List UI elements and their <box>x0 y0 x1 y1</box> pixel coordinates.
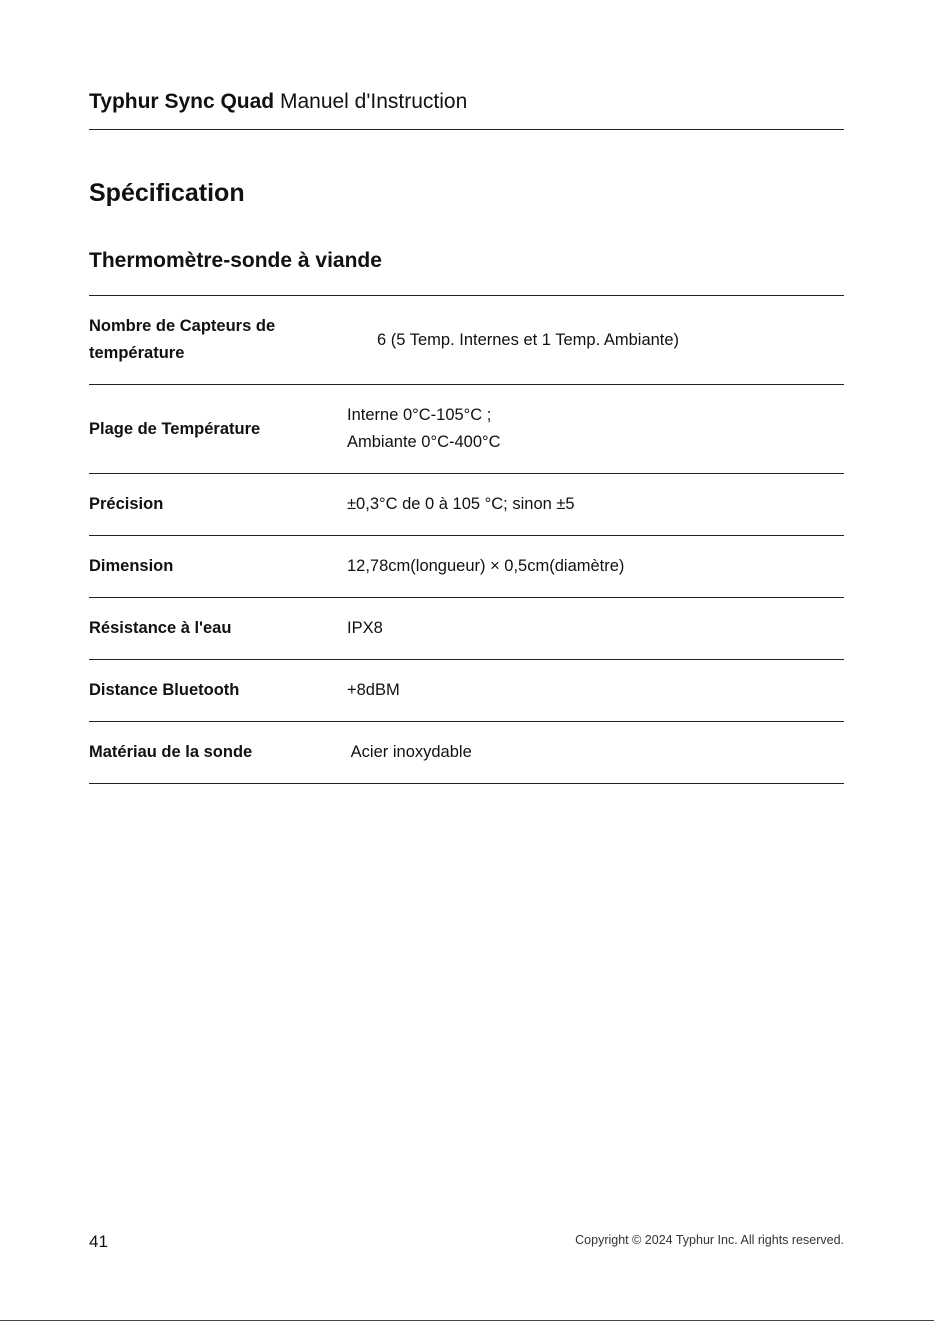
spec-value <box>347 402 844 456</box>
spec-row-precision <box>89 474 844 536</box>
spec-row-bluetooth <box>89 660 844 722</box>
spec-label: Distance Bluetooth <box>89 681 240 699</box>
spec-value: 12,78cm(longueur) × 0,5cm(diamètre) <box>347 557 625 575</box>
spec-row-dimension <box>89 536 844 598</box>
page-number: 41 <box>89 1232 108 1251</box>
section-subtitle: Thermomètre-sonde à viande <box>89 249 382 272</box>
spec-label: Nombre de Capteurs de température <box>89 317 276 362</box>
spec-value: +8dBM <box>347 681 400 699</box>
document-title: Manuel d'Instruction <box>274 90 468 113</box>
spec-value-line: Ambiante 0°C-400°C <box>347 433 501 451</box>
page-title: Spécification <box>89 179 245 207</box>
spec-label: Précision <box>89 495 164 513</box>
spec-value: 6 (5 Temp. Internes et 1 Temp. Ambiante) <box>377 330 680 349</box>
spec-row-temperature-range <box>89 385 844 474</box>
spec-row-probe-material <box>89 722 844 784</box>
spec-label: Plage de Température <box>89 419 261 438</box>
page-header <box>89 88 844 116</box>
header-divider <box>89 129 844 130</box>
spec-value-line: Interne 0°C-105°C ; <box>347 406 492 424</box>
spec-label: Résistance à l'eau <box>89 619 232 637</box>
spec-value: IPX8 <box>347 619 383 637</box>
spec-label: Dimension <box>89 557 174 575</box>
spec-value: Acier inoxydable <box>347 743 472 761</box>
spec-table <box>89 295 844 784</box>
spec-row-sensors <box>89 296 844 385</box>
spec-label: Matériau de la sonde <box>89 743 253 761</box>
spec-row-water-resistance <box>89 598 844 660</box>
spec-value: ±0,3°C de 0 à 105 °C; sinon ±5 <box>347 495 575 513</box>
page-bottom-edge <box>0 1320 934 1321</box>
brand-name: Typhur Sync Quad <box>89 90 275 113</box>
copyright-notice: Copyright © 2024 Typhur Inc. All rights reserved. <box>575 1233 844 1247</box>
